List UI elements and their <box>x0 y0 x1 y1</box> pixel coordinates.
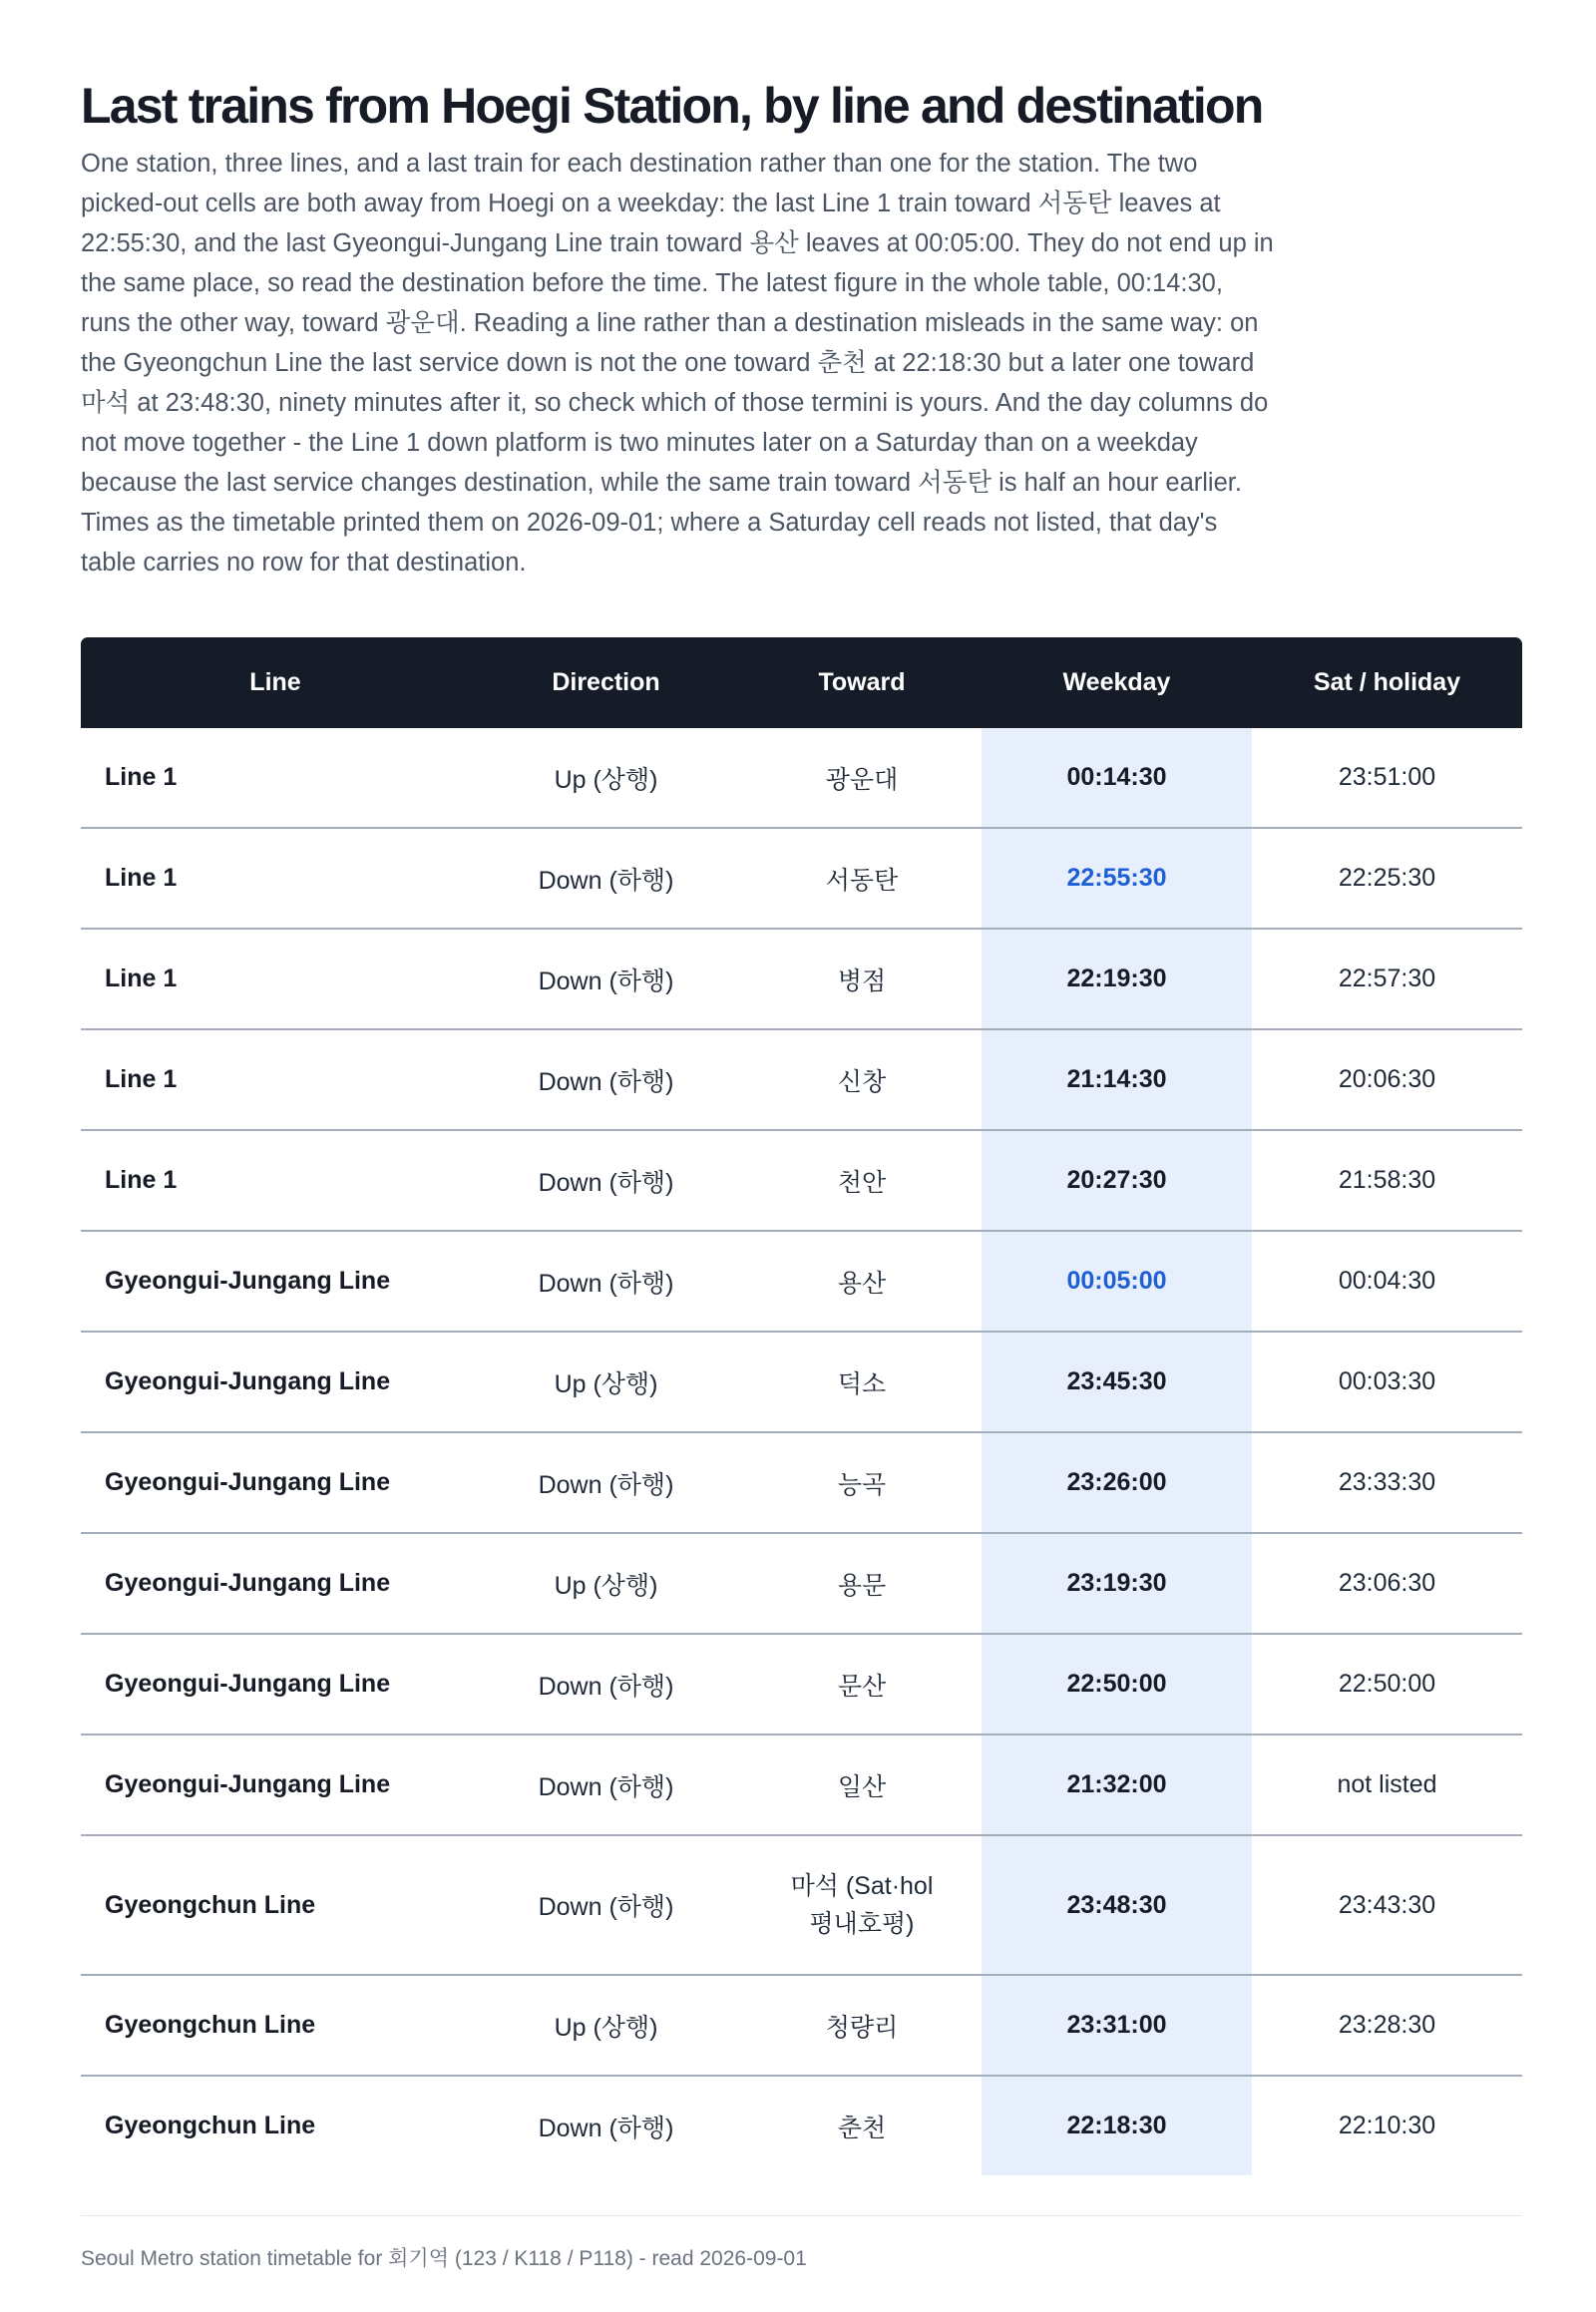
header-direction: Direction <box>470 637 742 728</box>
weekday-cell: 23:31:00 <box>982 1975 1252 2076</box>
page <box>81 76 1522 2272</box>
direction-cell: Down (하행) <box>470 1231 742 1332</box>
direction-cell: Down (하행) <box>470 828 742 929</box>
sat-holiday-cell: 22:10:30 <box>1338 2112 1436 2139</box>
weekday-cell: 22:19:30 <box>982 929 1252 1029</box>
direction-cell: Up (상행) <box>470 1975 742 2076</box>
footer-divider <box>81 2215 1522 2216</box>
sat-holiday-cell: 21:58:30 <box>1252 1130 1522 1231</box>
header-row <box>81 637 1522 728</box>
direction-cell: Up (상행) <box>470 728 742 828</box>
weekday-cell: 00:14:30 <box>982 728 1252 828</box>
table-row <box>81 1835 1522 1975</box>
direction-cell: Down (하행) <box>470 1734 742 1835</box>
toward-cell: 신창 <box>742 1029 982 1130</box>
weekday-cell: 23:26:00 <box>982 1432 1252 1533</box>
sat-holiday-cell: not listed <box>1252 1734 1522 1835</box>
source-note: Seoul Metro station timetable for 회기역 (123 / K118 / P118) - read 2026-09-01 <box>81 2247 807 2270</box>
weekday-cell: 22:18:30 <box>982 2076 1252 2175</box>
direction-cell: Down (하행) <box>470 1432 742 1533</box>
table-row <box>81 828 1522 929</box>
toward-cell: 덕소 <box>742 1332 982 1432</box>
sat-holiday-cell: 00:04:30 <box>1252 1231 1522 1332</box>
direction-cell: Down (하행) <box>470 1634 742 1734</box>
line-cell: Line 1 <box>81 929 470 1029</box>
table-row <box>81 1533 1522 1634</box>
direction-cell: Down (하행) <box>470 929 742 1029</box>
table-row <box>81 1432 1522 1533</box>
sat-holiday-cell: 22:50:00 <box>1252 1634 1522 1734</box>
direction-cell: Up (상행) <box>470 1332 742 1432</box>
sat-holiday-cell: 00:03:30 <box>1252 1332 1522 1432</box>
line-cell: Gyeongui-Jungang Line <box>81 1533 470 1634</box>
line-cell: Gyeongui-Jungang Line <box>81 1231 470 1332</box>
sat-holiday-cell: 23:06:30 <box>1252 1533 1522 1634</box>
header-weekday: Weekday <box>982 637 1252 728</box>
line-cell: Line 1 <box>81 1029 470 1130</box>
table-row <box>81 1130 1522 1231</box>
direction-cell: Down (하행) <box>470 1835 742 1975</box>
direction-cell: Down (하행) <box>470 1130 742 1231</box>
sat-holiday-cell: 23:51:00 <box>1252 728 1522 828</box>
sat-holiday-cell: 23:33:30 <box>1252 1432 1522 1533</box>
line-cell: Line 1 <box>81 728 470 828</box>
line-cell: Line 1 <box>81 828 470 929</box>
header-sat-holiday: Sat / holiday <box>1252 637 1522 728</box>
table-row <box>81 1634 1522 1734</box>
toward-cell: 병점 <box>742 929 982 1029</box>
table-row <box>81 1029 1522 1130</box>
table-row <box>81 1332 1522 1432</box>
table-row <box>81 1975 1522 2076</box>
weekday-cell: 23:19:30 <box>982 1533 1252 1634</box>
line-cell: Gyeongui-Jungang Line <box>81 1432 470 1533</box>
toward-cell: 천안 <box>742 1130 982 1231</box>
sat-holiday-cell: 22:57:30 <box>1252 929 1522 1029</box>
table-header <box>81 637 1522 728</box>
line-cell: Gyeongchun Line <box>81 1835 470 1975</box>
toward-cell <box>742 1835 982 1975</box>
line-cell: Gyeongchun Line <box>81 1975 470 2076</box>
toward-cell: 문산 <box>742 1634 982 1734</box>
intro-paragraph: One station, three lines, and a last train for each destination rather than one for the station. The two picked-out cells are both away from Hoegi on a weekday: the last Line 1 train toward 서동탄 leaves at 22:55:30, and the last Gyeongui-Jungang Line train toward 용산 leaves at 00:05:00. They do not end up in the same place, so read the destination before the time. The latest figure in the whole table, 00:14:30, runs the other way, toward 광운대. Reading a line rather than a destination misleads in the same way: on the Gyeongchun Line the last service down is not the one toward 춘천 at 22:18:30 but a later one toward 마석 at 23:48:30, ninety minutes after it, so check which of those termini is yours. And the day columns do not move together - the Line 1 down platform is two minutes later on a Saturday than on a weekday because the last service changes destination, while the same train toward 서동탄 is half an hour earlier. Times as the timetable printed them on 2026-09-01; where a Saturday cell reads not listed, that day's table carries no row for that destination. <box>81 150 1274 577</box>
table-body <box>81 728 1522 2175</box>
sat-holiday-cell: 23:43:30 <box>1252 1835 1522 1975</box>
direction-cell: Up (상행) <box>470 1533 742 1634</box>
weekday-cell: 23:45:30 <box>982 1332 1252 1432</box>
toward-cell: 춘천 <box>837 2114 887 2142</box>
toward-cell: 서동탄 <box>742 828 982 929</box>
toward-cell: 능곡 <box>742 1432 982 1533</box>
table-row <box>81 1734 1522 1835</box>
toward-cell: 광운대 <box>742 728 982 828</box>
line-cell: Gyeongui-Jungang Line <box>81 1332 470 1432</box>
sat-holiday-cell: 23:28:30 <box>1252 1975 1522 2076</box>
weekday-cell: 21:32:00 <box>982 1734 1252 1835</box>
toward-cell: 일산 <box>742 1734 982 1835</box>
line-cell: Line 1 <box>81 1130 470 1231</box>
last-trains-table <box>81 637 1522 2175</box>
direction-cell: Down (하행) <box>538 2114 674 2142</box>
toward-cell: 청량리 <box>742 1975 982 2076</box>
header-line: Line <box>81 637 470 728</box>
toward-cell-line: 마석 (Sat·hol <box>790 1872 934 1900</box>
line-cell: Gyeongui-Jungang Line <box>81 1634 470 1734</box>
weekday-cell-highlighted: 22:55:30 <box>982 828 1252 929</box>
weekday-cell: 22:50:00 <box>982 1634 1252 1734</box>
table-row <box>81 2076 1522 2175</box>
toward-cell-line: 평내호평) <box>809 1910 915 1938</box>
header-toward: Toward <box>742 637 982 728</box>
sat-holiday-cell: 22:25:30 <box>1252 828 1522 929</box>
table-row <box>81 929 1522 1029</box>
weekday-cell-highlighted: 00:05:00 <box>982 1231 1252 1332</box>
direction-cell: Down (하행) <box>470 1029 742 1130</box>
line-cell: Gyeongui-Jungang Line <box>81 1734 470 1835</box>
line-cell: Gyeongchun Line <box>105 2112 316 2139</box>
weekday-cell: 21:14:30 <box>982 1029 1252 1130</box>
sat-holiday-cell: 20:06:30 <box>1252 1029 1522 1130</box>
page-title: Last trains from Hoegi Station, by line and destination <box>81 78 1263 134</box>
table-row <box>81 1231 1522 1332</box>
toward-cell: 용산 <box>742 1231 982 1332</box>
weekday-cell: 20:27:30 <box>982 1130 1252 1231</box>
toward-cell: 용문 <box>742 1533 982 1634</box>
weekday-cell: 23:48:30 <box>982 1835 1252 1975</box>
table-row <box>81 728 1522 828</box>
